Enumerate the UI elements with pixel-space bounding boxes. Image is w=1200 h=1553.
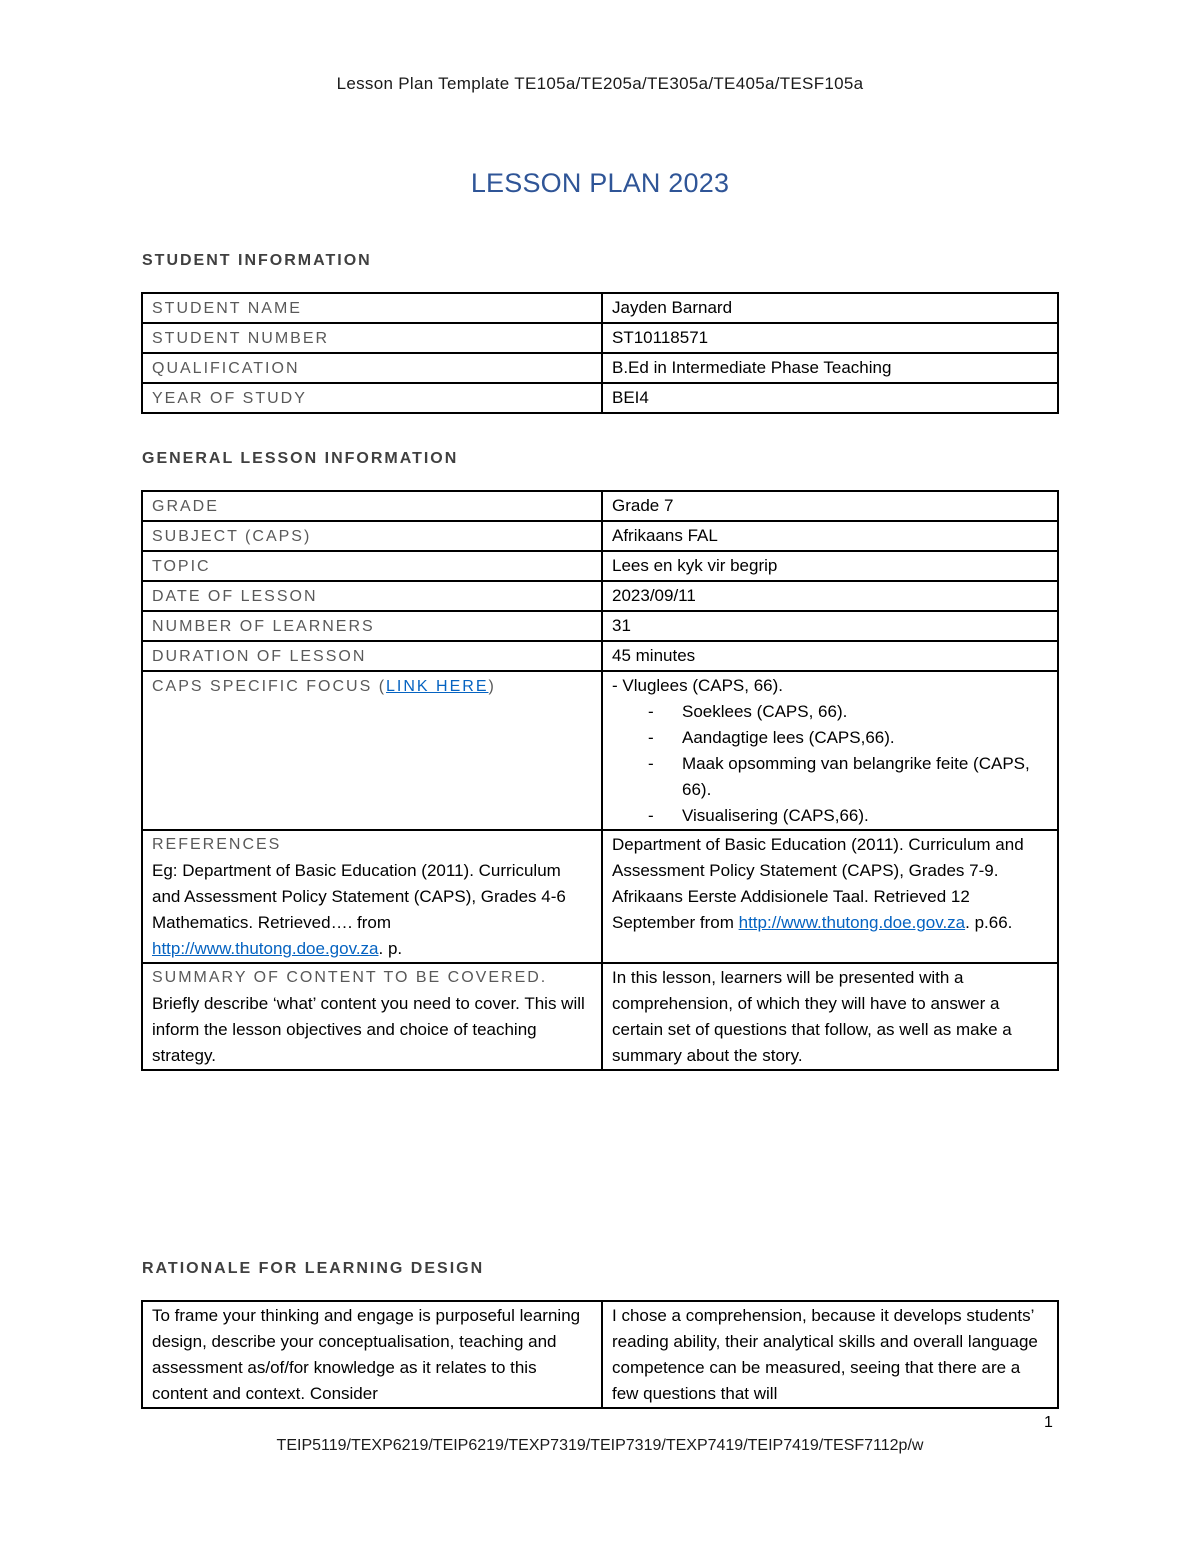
table-label-cell (142, 293, 602, 323)
list-item: - Aandagtige lees (CAPS,66). (612, 725, 1048, 751)
page-title: LESSON PLAN 2023 (470, 168, 730, 198)
table-label-cell (142, 551, 602, 581)
table-row (142, 963, 1058, 1070)
student-information-table (141, 292, 1059, 414)
table-row (142, 521, 1058, 551)
summary-value: In this lesson, learners will be presented with a comprehension, of which they will have to answer a certain set of questions that follow, as well as make a summary about the story. (602, 963, 1058, 1070)
summary-label: SUMMARY OF CONTENT TO BE COVERED. (152, 969, 548, 986)
rationale-table (141, 1300, 1059, 1409)
caps-focus-label: CAPS SPECIFIC FOCUS ( (152, 678, 387, 695)
page-footer: TEIP5119/TEXP6219/TEIP6219/TEXP7319/TEIP7319/TEXP7419/TEIP7419/TESF7112p/w (276, 1437, 924, 1454)
table-label-cell (142, 641, 602, 671)
table-label-cell (142, 491, 602, 521)
page-number: 1 (1044, 1414, 1053, 1431)
table-label-cell (142, 383, 602, 413)
references-value-text: Department of Basic Education (2011). Curriculum and Assessment Policy Statement (CAPS), Grades 7-9. Afrikaans Eerste Addisionele Taal. Retrieved 12 September from (612, 835, 1024, 932)
references-example-suffix: . p. (378, 939, 403, 958)
table-label-cell (142, 611, 602, 641)
date-of-lesson-value: 2023/09/11 (602, 581, 1058, 611)
duration-of-lesson-value: 45 minutes (602, 641, 1058, 671)
topic-value: Lees en kyk vir begrip (602, 551, 1058, 581)
table-row (142, 641, 1058, 671)
table-row (142, 830, 1058, 963)
table-label-cell (142, 963, 602, 1070)
table-row (142, 383, 1058, 413)
list-item: - Soeklees (CAPS, 66). (612, 699, 1048, 725)
duration-of-lesson-label: DURATION OF LESSON (152, 648, 367, 665)
table-row (142, 491, 1058, 521)
table-row (142, 551, 1058, 581)
year-of-study-value: BEI4 (602, 383, 1058, 413)
references-example-link[interactable]: http://www.thutong.doe.gov.za (152, 939, 379, 958)
references-example (152, 858, 592, 962)
table-row (142, 293, 1058, 323)
topic-label: TOPIC (152, 558, 211, 575)
table-label-cell (142, 521, 602, 551)
references-value-cell (602, 830, 1058, 963)
subject-label: SUBJECT (CAPS) (152, 528, 312, 545)
summary-instruction: Briefly describe ‘what’ content you need to cover. This will inform the lesson objectives and choice of teaching strategy. (152, 994, 585, 1065)
references-label: REFERENCES (152, 836, 282, 853)
student-number-label: STUDENT NUMBER (152, 330, 330, 347)
table-row (142, 353, 1058, 383)
table-row (142, 323, 1058, 353)
grade-value: Grade 7 (602, 491, 1058, 521)
caps-focus-label-suffix: ) (488, 678, 496, 695)
general-lesson-information-table (141, 490, 1059, 1071)
qualification-value: B.Ed in Intermediate Phase Teaching (602, 353, 1058, 383)
rationale-answer: I chose a comprehension, because it develops students’ reading ability, their analytical skills and overall language competence can be measured, seeing that there are a few questions that will (602, 1301, 1058, 1408)
table-label-cell (142, 581, 602, 611)
year-of-study-label: YEAR OF STUDY (152, 390, 307, 407)
caps-focus-first-item: - Vluglees (CAPS, 66). (612, 676, 784, 695)
table-row (142, 1301, 1058, 1408)
qualification-label: QUALIFICATION (152, 360, 300, 377)
list-item: - Visualisering (CAPS,66). (612, 803, 1048, 829)
references-example-text: Eg: Department of Basic Education (2011). Curriculum and Assessment Policy Statement (CAPS), Grades 4-6 Mathematics. Retrieved…. from (152, 861, 566, 932)
number-of-learners-value: 31 (602, 611, 1058, 641)
references-value-link[interactable]: http://www.thutong.doe.gov.za (738, 913, 966, 932)
list-item: - Maak opsomming van belangrike feite (CAPS, 66). (612, 751, 1048, 803)
caps-link[interactable]: LINK HERE (386, 678, 489, 695)
student-number-value: ST10118571 (602, 323, 1058, 353)
date-of-lesson-label: DATE OF LESSON (152, 588, 318, 605)
table-label-cell (142, 353, 602, 383)
student-information-heading: STUDENT INFORMATION (142, 252, 372, 269)
caps-focus-list (612, 699, 1048, 829)
student-name-value: Jayden Barnard (602, 293, 1058, 323)
rationale-prompt: To frame your thinking and engage is purposeful learning design, describe your conceptualisation, teaching and assessment as/of/for knowledge as it relates to this content and context. Consider (142, 1301, 602, 1408)
table-row (142, 581, 1058, 611)
table-row (142, 671, 1058, 830)
table-label-cell (142, 830, 602, 963)
student-name-label: STUDENT NAME (152, 300, 302, 317)
number-of-learners-label: NUMBER OF LEARNERS (152, 618, 375, 635)
rationale-heading: RATIONALE FOR LEARNING DESIGN (142, 1260, 485, 1277)
general-lesson-information-heading: GENERAL LESSON INFORMATION (142, 450, 459, 467)
subject-value: Afrikaans FAL (602, 521, 1058, 551)
grade-label: GRADE (152, 498, 219, 515)
caps-focus-value-cell (602, 671, 1058, 830)
table-label-cell (142, 323, 602, 353)
references-value-suffix: . p.66. (965, 913, 1013, 932)
page-header: Lesson Plan Template TE105a/TE205a/TE305a/TE405a/TESF105a (336, 74, 864, 93)
table-label-cell (142, 671, 602, 830)
table-row (142, 611, 1058, 641)
